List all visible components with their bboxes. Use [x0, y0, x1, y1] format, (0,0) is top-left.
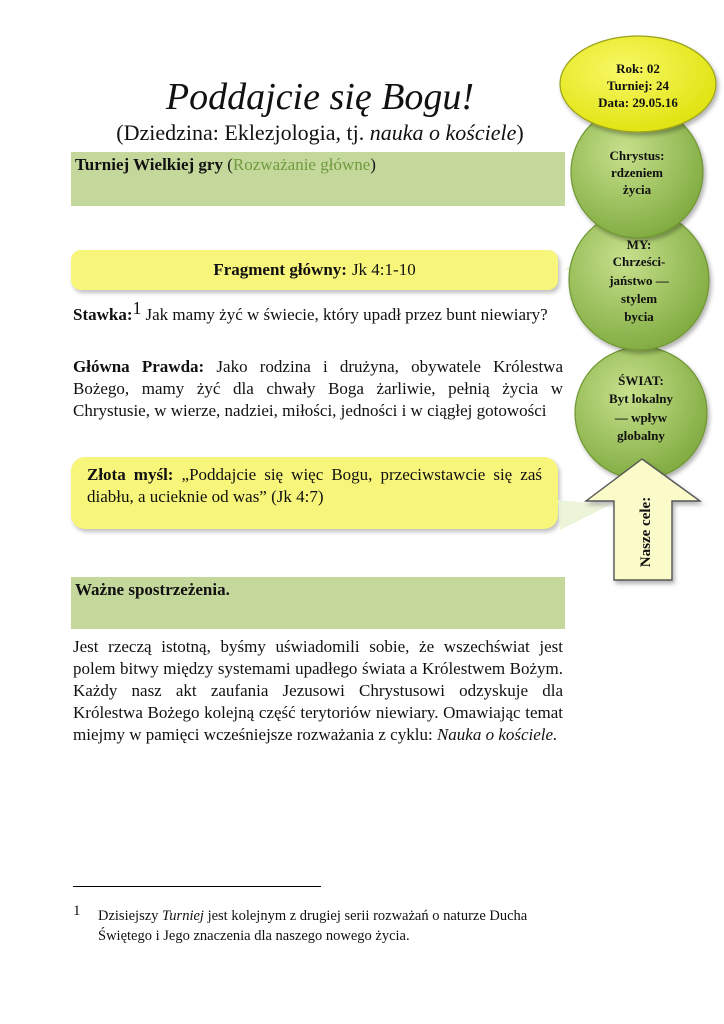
fragment-label: Fragment główny:: [213, 260, 347, 279]
my-line1: MY:: [626, 237, 652, 252]
footnote-number: 1: [73, 903, 81, 919]
section-turniej-open: (: [222, 155, 233, 174]
section-turniej-green: Rozważanie główne: [232, 155, 371, 174]
section-turniej-close: ): [370, 155, 376, 174]
section-turniej-label: Turniej Wielkiej gry: [75, 155, 223, 174]
glowna-prawda-text: Jako rodzina i drużyna, obywatele Królestwa Bożego, mamy żyć dla chwały Boga żarliwie, pełnią życia w Chrystusie, w wierze, nadziei, miłości, jedności i w ciągłej gotowości: [73, 357, 563, 420]
footnote-post: jest kolejnym z drugiej serii rozważań o naturze Ducha Świętego i Jego znaczenia dla naszego nowego życia.: [98, 908, 528, 944]
swiat-line4: globalny: [617, 428, 665, 443]
stawka-text: Jak mamy żyć w świecie, który upadł przez bunt niewiary?: [145, 305, 548, 324]
fragment-value: Jk 4:1-10: [351, 260, 416, 279]
info-data: Data: 29.05.16: [598, 95, 678, 110]
chrystus-line1: Chrystus:: [609, 148, 665, 163]
footnote-mark: 1: [132, 298, 142, 318]
my-line5: bycia: [624, 309, 654, 324]
swiat-line2: Byt lokalny: [609, 391, 673, 406]
my-line4: stylem: [620, 291, 658, 306]
footnote-italic: Turniej: [162, 908, 204, 924]
callout-wedge-zlota: [558, 500, 610, 530]
footnote-pre: Dzisiejszy: [98, 908, 163, 924]
chrystus-line3: życia: [622, 182, 652, 197]
zlota-mysl-label: Złota myśl:: [87, 465, 174, 484]
swiat-line3: — wpływ: [614, 410, 668, 425]
subtitle-italic: nauka o kościele: [369, 120, 517, 145]
subtitle-suffix: ): [516, 120, 524, 145]
info-turniej: Turniej: 24: [607, 78, 669, 93]
body-italic: Nauka o kościele.: [436, 725, 558, 744]
swiat-line1: ŚWIAT:: [618, 373, 664, 388]
subtitle-prefix: (Dziedzina: Eklezjologia, tj.: [116, 120, 370, 145]
zlota-mysl-quote: „Poddajcie się więc Bogu, przeciwstawcie się zaś diabłu, a ucieknie od was”: [87, 465, 543, 506]
chrystus-line2: rdzeniem: [611, 165, 663, 180]
info-rok: Rok: 02: [616, 61, 660, 76]
my-line2: Chrześci-: [612, 254, 666, 269]
zlota-mysl-ref: (Jk 4:7): [266, 487, 324, 506]
glowna-prawda-label: Główna Prawda:: [73, 357, 205, 376]
section-spostrzezenia-label: Ważne spostrzeżenia.: [75, 580, 230, 599]
arrow-label: Nasze cele:: [638, 496, 654, 568]
body-text: Jest rzeczą istotną, byśmy uświadomili sobie, że wszechświat jest polem bitwy między systemami upadłego świata a Królestwem Bożym. Każdy nasz akt zaufania Jezusowi Chrystusowi odzyskuje dla Królestwa Bożego kolejną część terytoriów niewiary. Omawiając temat miejmy w pamięci wcześniejsze rozważania z cyklu:: [73, 637, 563, 744]
page-title: Poddajcie się Bogu!: [165, 76, 475, 118]
my-line3: jaństwo —: [609, 273, 669, 288]
stawka-label: Stawka:: [73, 305, 133, 324]
